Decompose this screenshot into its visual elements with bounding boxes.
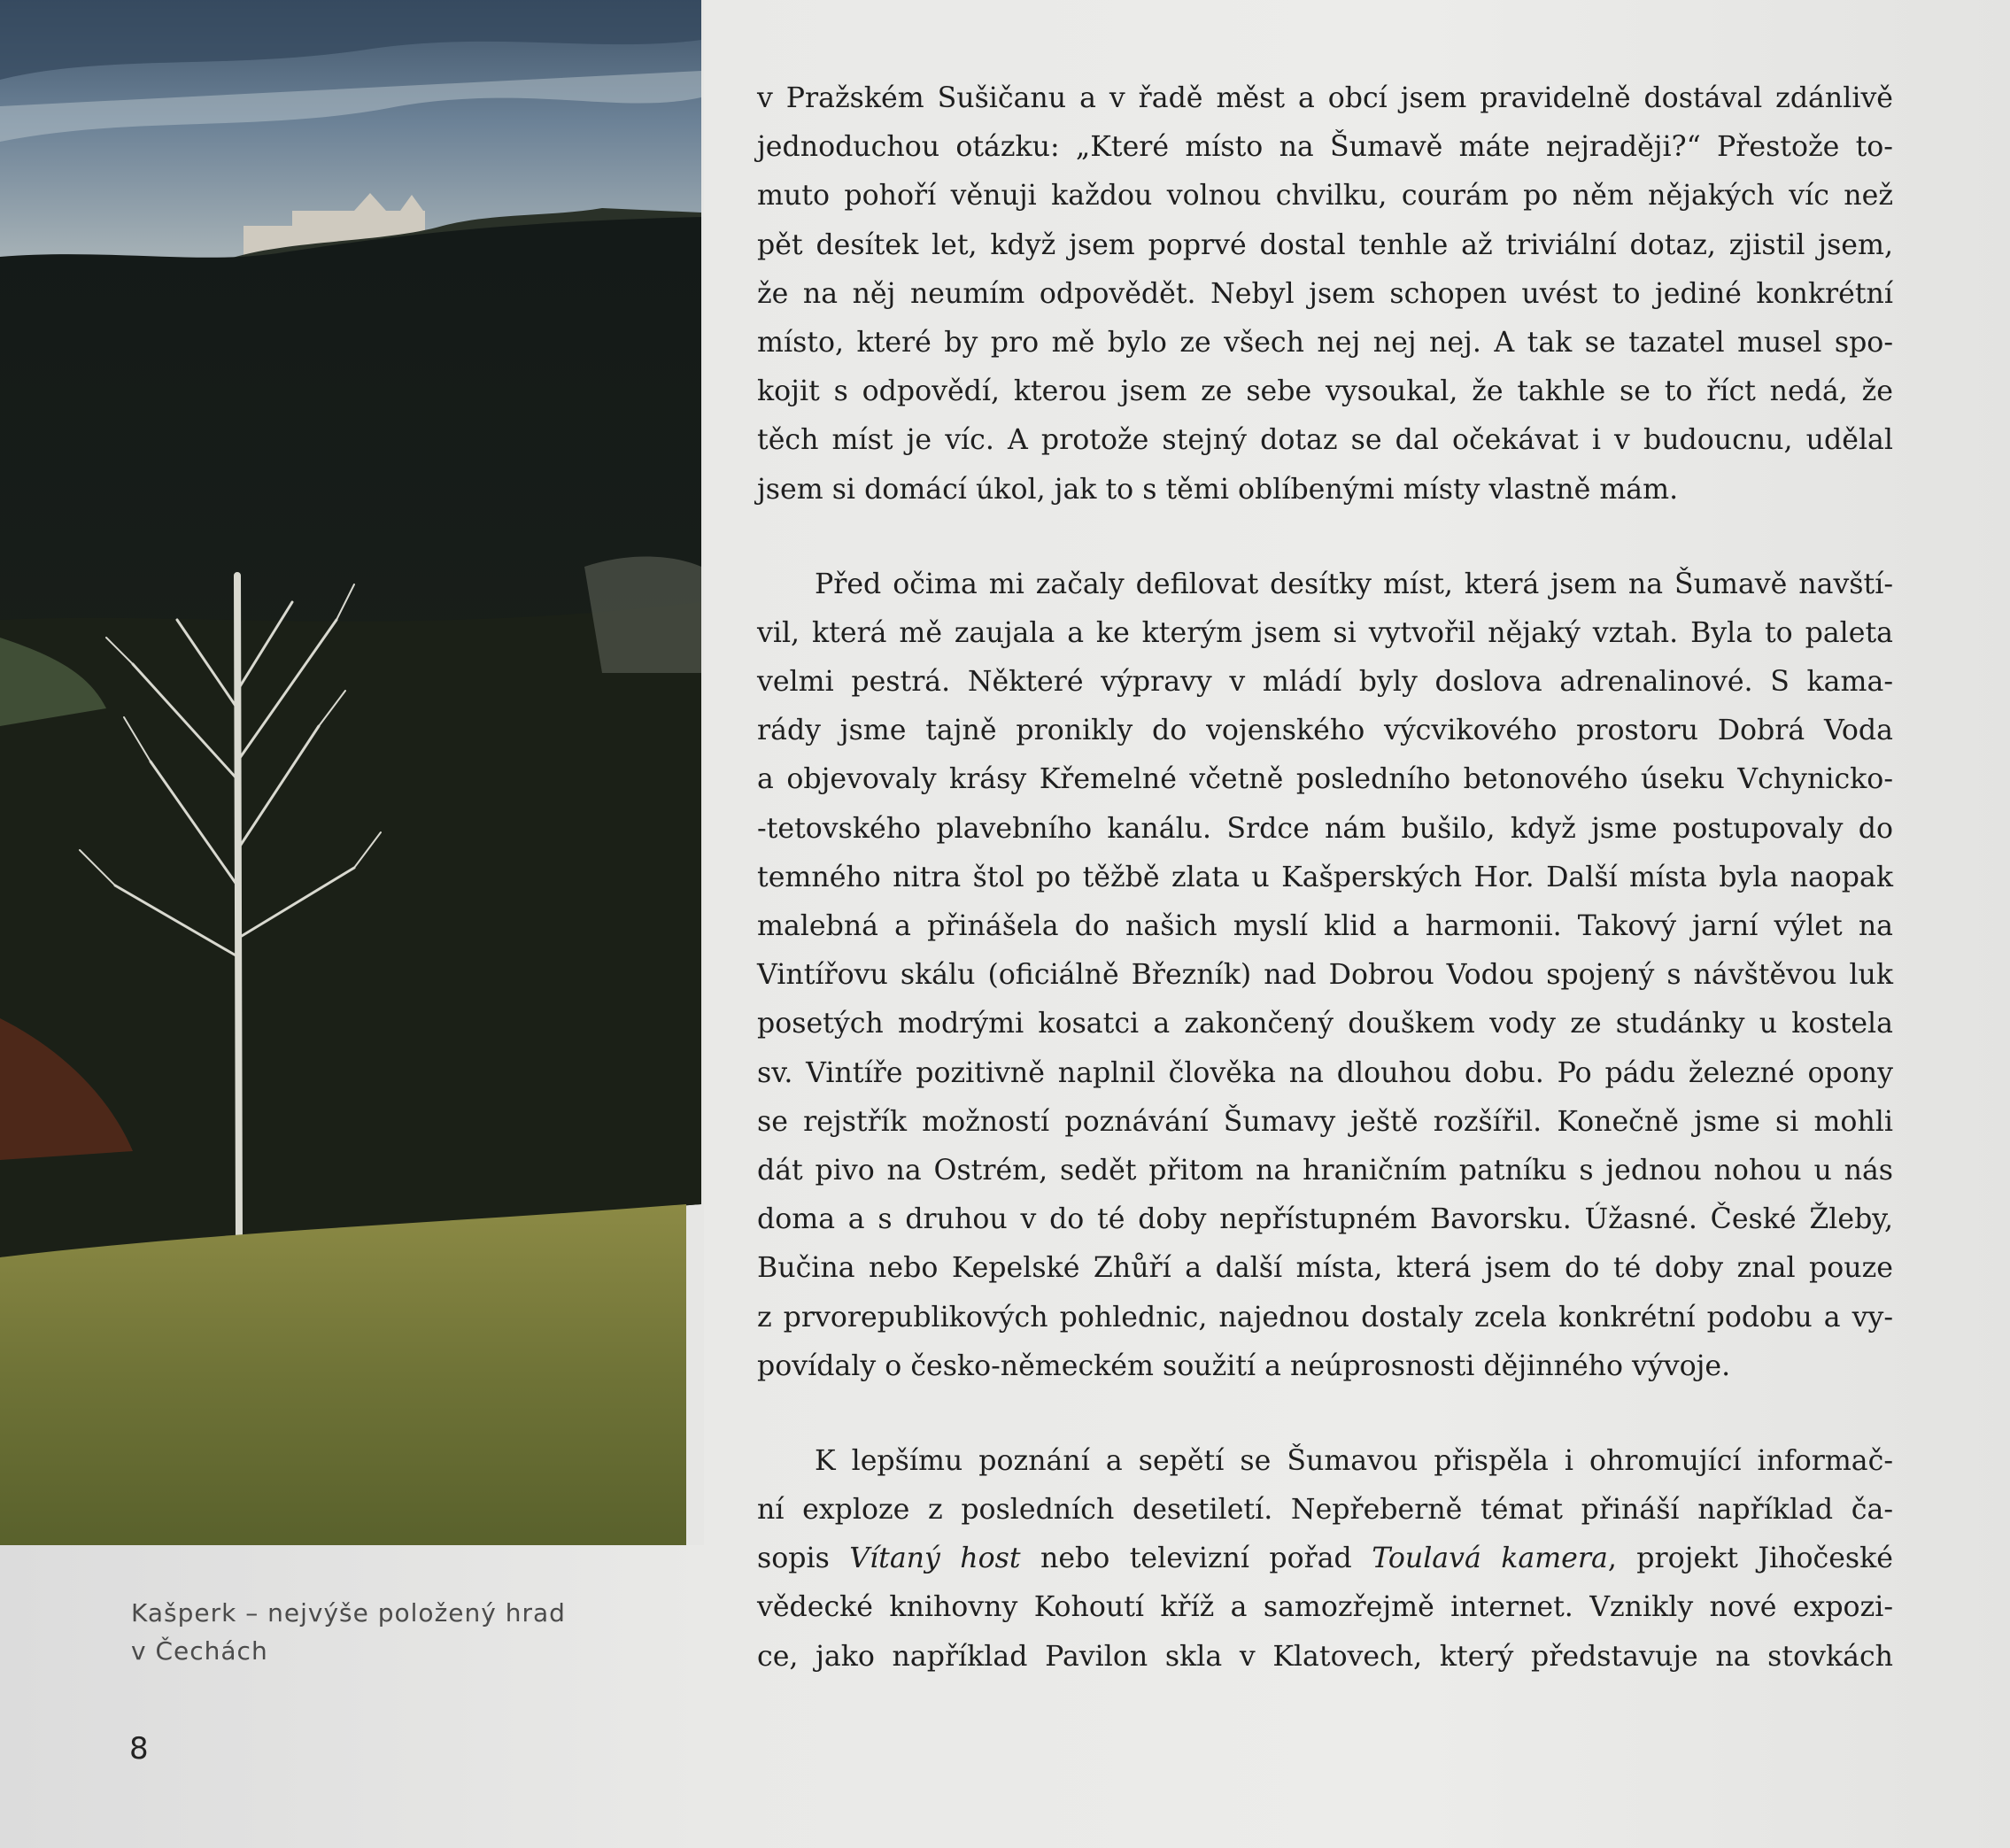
text-line: vil, která mě zaujala a ke kterým jsem si vytvořil nějaký vztah. Byla to paleta — [757, 616, 1893, 649]
text-line: ní exploze z posledních desetiletí. Nepřeberně témat přináší například ča- — [757, 1494, 1893, 1527]
text-line — [757, 1535, 1893, 1583]
caption-line: v Čechách — [131, 1636, 268, 1666]
text-line: dát pivo na Ostrém, sedět přitom na hraničním patníku s jednou nohou u nás — [757, 1154, 1893, 1187]
text-line: jednoduchou otázku: „Které místo na Šumavě máte nejraději?“ Přestože to- — [757, 131, 1893, 164]
text-line: temného nitra štol po těžbě zlata u Kašperských Hor. Další místa byla naopak — [757, 861, 1893, 893]
text-line: se rejstřík možností poznávání Šumavy ještě rozšířil. Konečně jsme si mohli — [757, 1105, 1893, 1138]
text-line: v Pražském Sušičanu a v řadě měst a obcí jsem pravidelně dostával zdánlivě — [757, 82, 1893, 114]
text-line: malebná a přinášela do našich myslí klid a harmonii. Takový jarní výlet na — [757, 910, 1893, 942]
kasperk-castle-photo — [0, 0, 704, 1545]
text-line: že na něj neumím odpovědět. Nebyl jsem schopen uvést to jediné konkrétní — [757, 277, 1893, 310]
caption-line: Kašperk – nejvýše položený hrad — [131, 1598, 566, 1628]
text-line: rády jsme tajně pronikly do vojenského výcvikového prostoru Dobrá Voda — [757, 715, 1893, 747]
text-line: a objevovaly krásy Křemelné včetně posledního betonového úseku Vchynicko- — [757, 763, 1893, 796]
text-run: sopis — [757, 1543, 850, 1575]
text-line: posetých modrými kosatci a zakončený douškem vody ze studánky u kostela — [757, 1008, 1893, 1040]
text-line: vědecké knihovny Kohoutí kříž a samozřejmě internet. Vznikly nové expozi- — [757, 1591, 1893, 1624]
text-line: ce, jako například Pavilon skla v Klatovech, který představuje na stovkách — [757, 1640, 1893, 1673]
text-line: Vintířovu skálu (oficiálně Březník) nad Dobrou Vodou spojený s návštěvou luk — [757, 959, 1893, 992]
text-line: z prvorepublikových pohlednic, najednou dostaly zcela konkrétní podobu a vy- — [757, 1301, 1893, 1334]
tv-show-title: Toulavá kamera — [1372, 1543, 1608, 1575]
text-line: doma a s druhou v do té doby nepřístupném Bavorsku. Úžasné. České Žleby, — [757, 1203, 1893, 1236]
photo-caption — [131, 1594, 627, 1670]
text-line: pět desítek let, když jsem poprvé dostal tenhle až triviální dotaz, zjistil jsem, — [757, 228, 1893, 261]
text-line: K lepšímu poznání a sepětí se Šumavou přispěla i ohromující informač- — [815, 1444, 1893, 1477]
text-line: místo, které by pro mě bylo ze všech nej nej nej. A tak se tazatel musel spo- — [757, 326, 1893, 359]
paragraph-1 — [757, 74, 1893, 514]
text-line: kojit s odpovědí, kterou jsem ze sebe vysoukal, že takhle se to říct nedá, že — [757, 375, 1893, 408]
text-run: nebo televizní pořad — [1020, 1543, 1372, 1575]
paragraph-3 — [757, 1437, 1893, 1682]
text-line: Před očima mi začaly defilovat desítky míst, která jsem na Šumavě navští- — [815, 568, 1893, 600]
page-number: 8 — [129, 1731, 149, 1767]
text-run: , projekt Jihočeské — [1607, 1543, 1893, 1575]
text-line: velmi pestrá. Některé výpravy v mládí byly doslova adrenalinové. S kama- — [757, 666, 1893, 699]
body-text — [757, 74, 1893, 1728]
text-line: Bučina nebo Kepelské Zhůří a další místa, která jsem do té doby znal pouze — [757, 1252, 1893, 1285]
text-line: povídaly o česko-německém soužití a neúprosnosti dějinného vývoje. — [757, 1349, 1731, 1382]
paragraph-2 — [757, 561, 1893, 1391]
text-line: muto pohoří věnuji každou volnou chvilku, courám po něm nějakých víc než — [757, 180, 1893, 213]
text-line: -tetovského plavebního kanálu. Srdce nám bušilo, když jsme postupovaly do — [757, 812, 1893, 845]
text-line: jsem si domácí úkol, jak to s těmi oblíbenými místy vlastně mám. — [757, 473, 1679, 506]
magazine-title: Vítaný host — [849, 1543, 1021, 1575]
text-line: těch míst je víc. A protože stejný dotaz se dal očekávat i v budoucnu, udělal — [757, 424, 1893, 457]
text-line: sv. Vintíře pozitivně naplnil člověka na dlouhou dobu. Po pádu železné opony — [757, 1056, 1893, 1089]
